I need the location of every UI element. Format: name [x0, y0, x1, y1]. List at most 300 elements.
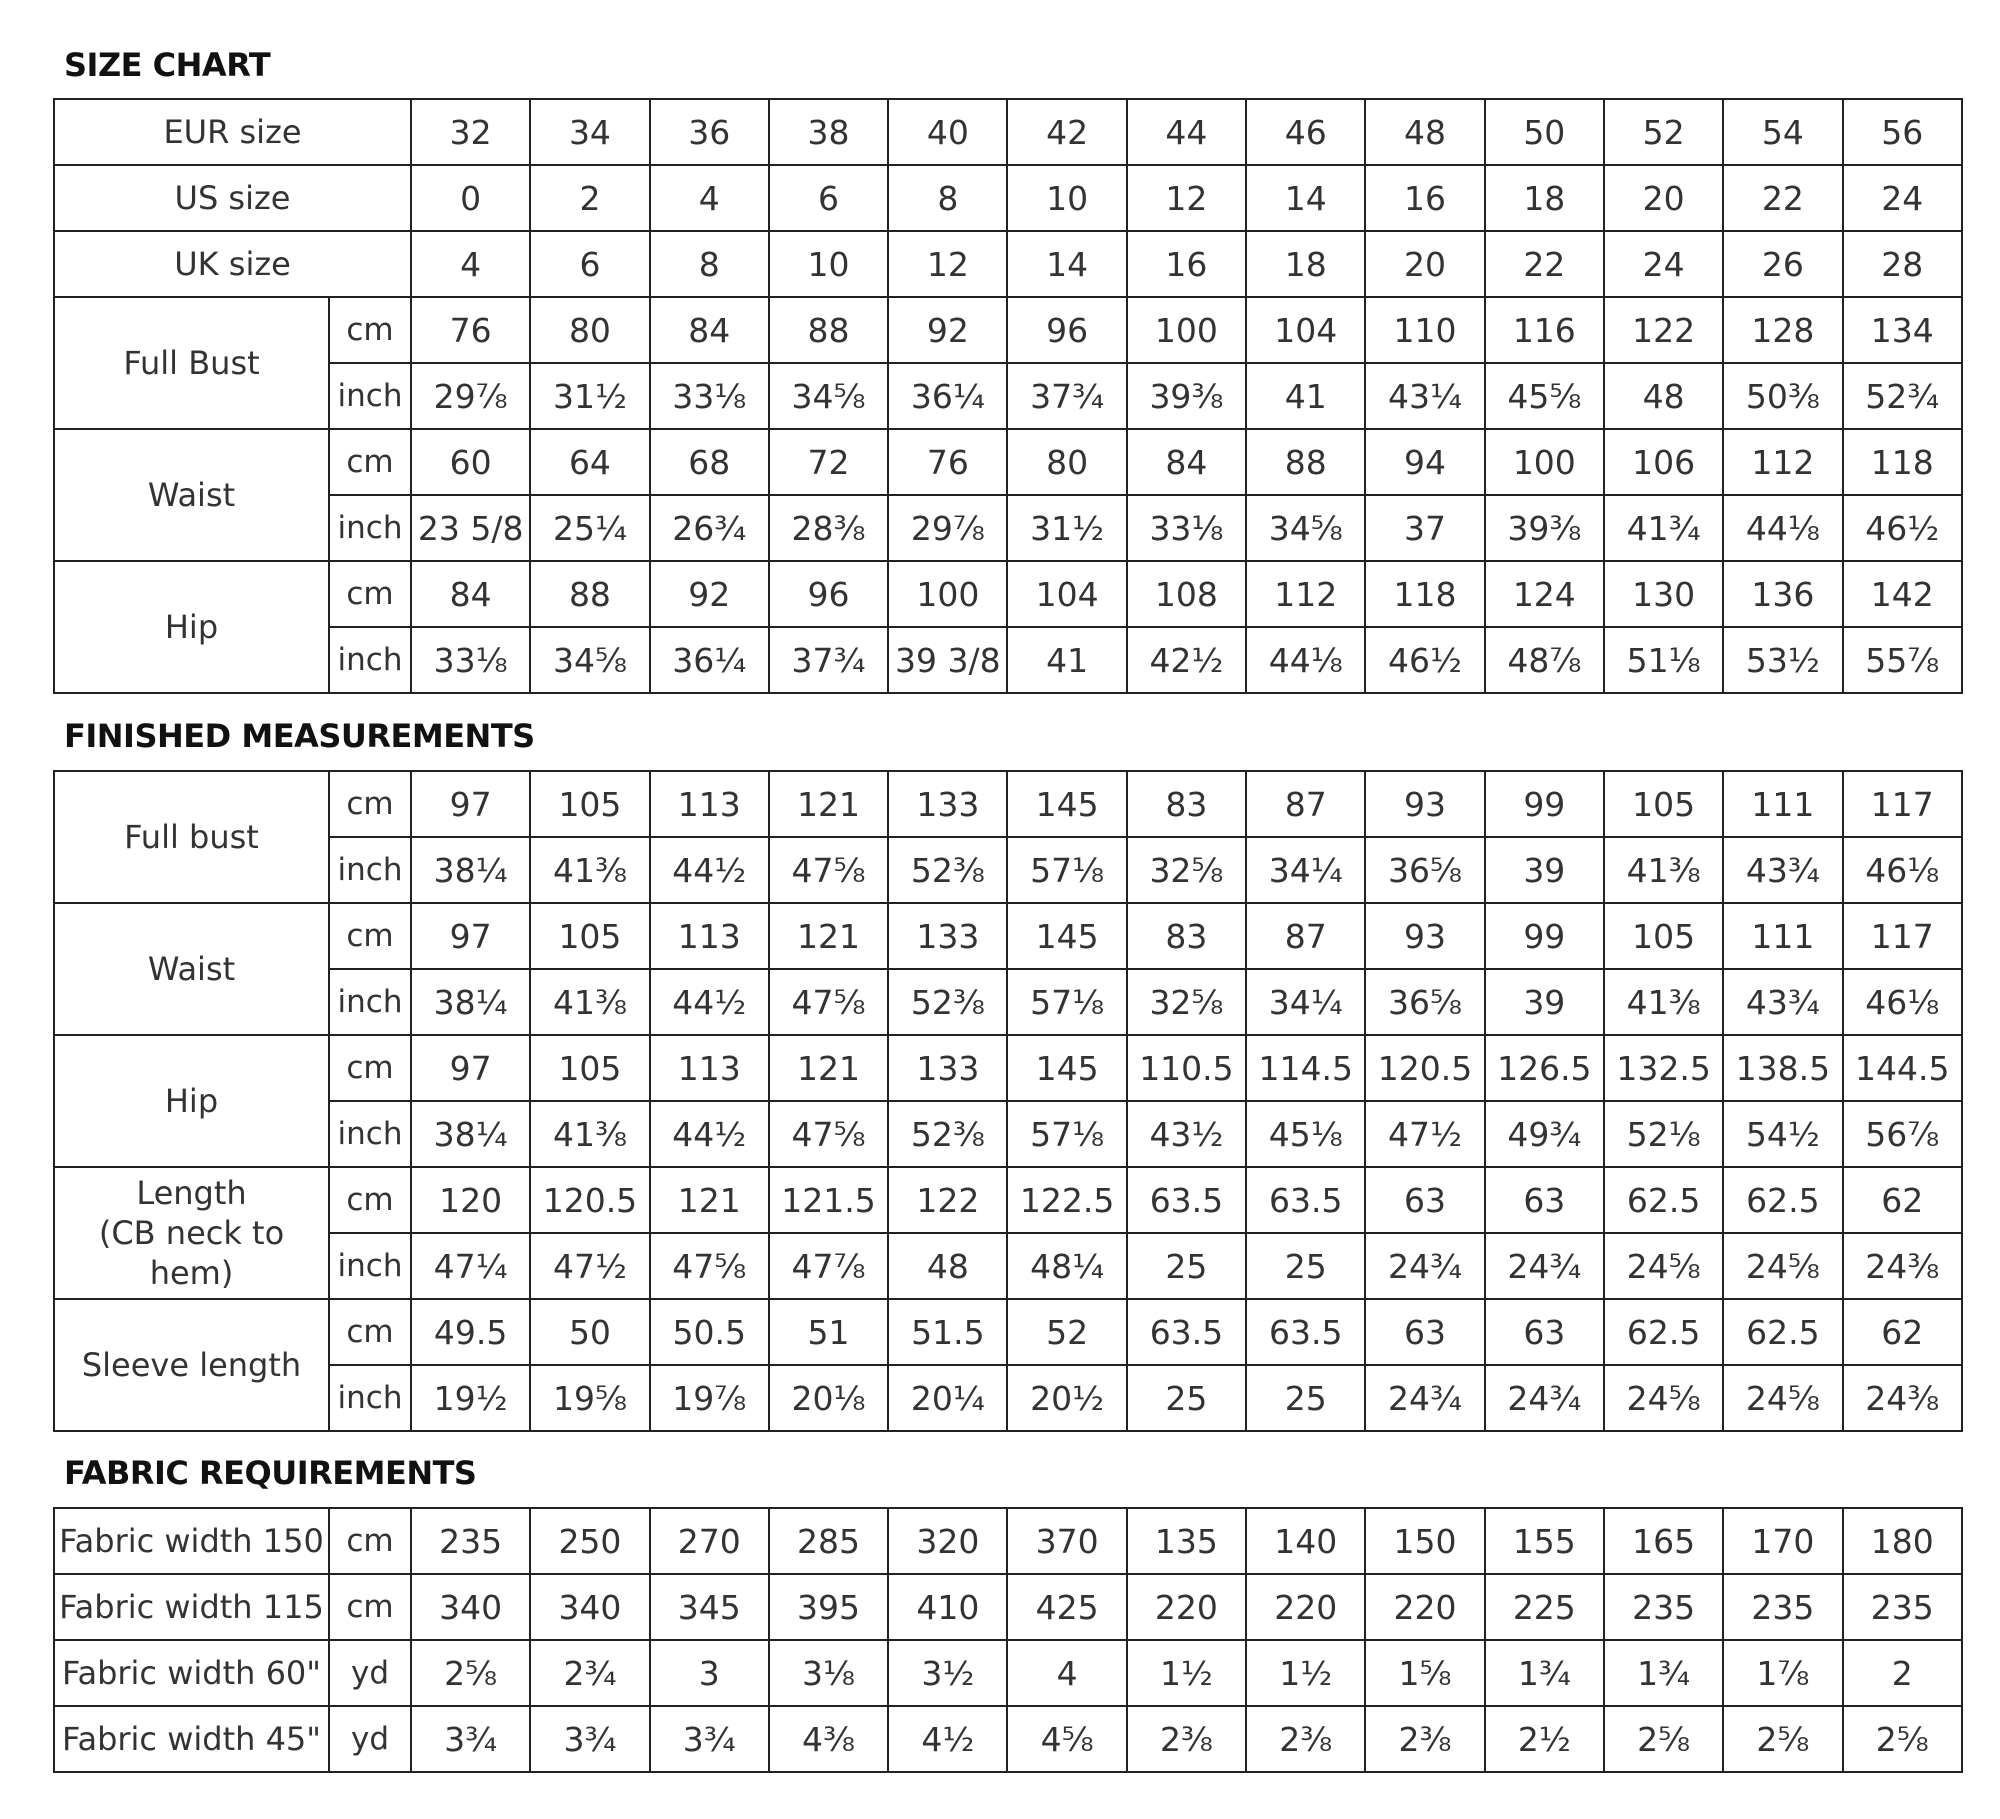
value-cell: 14	[1007, 231, 1126, 297]
value-cell: 41⅜	[530, 1101, 649, 1167]
value-cell: 44½	[650, 837, 769, 903]
value-cell: 110.5	[1127, 1035, 1246, 1101]
value-cell: 56	[1843, 99, 1962, 165]
value-cell: 105	[530, 1035, 649, 1101]
value-cell: 6	[769, 165, 888, 231]
unit-cell: inch	[329, 627, 411, 693]
value-cell: 36⅝	[1365, 837, 1484, 903]
value-cell: 63.5	[1127, 1167, 1246, 1233]
value-cell: 36¼	[888, 363, 1007, 429]
value-cell: 118	[1843, 429, 1962, 495]
unit-cell: cm	[329, 297, 411, 363]
value-cell: 6	[530, 231, 649, 297]
value-cell: 120.5	[1365, 1035, 1484, 1101]
value-cell: 1¾	[1485, 1640, 1604, 1706]
unit-cell: cm	[329, 1035, 411, 1101]
table-row	[54, 903, 1962, 969]
unit-cell: inch	[329, 1365, 411, 1431]
value-cell: 93	[1365, 771, 1484, 837]
measurement-label-text: Length	[136, 1174, 247, 1212]
value-cell: 43¾	[1723, 837, 1842, 903]
measurement-label-text: Full Bust	[123, 344, 260, 382]
value-cell: 28	[1843, 231, 1962, 297]
unit-cell: cm	[329, 561, 411, 627]
value-cell: 2⅜	[1365, 1706, 1484, 1772]
unit-cell: inch	[329, 1101, 411, 1167]
value-cell: 88	[1246, 429, 1365, 495]
value-cell: 133	[888, 771, 1007, 837]
value-cell: 99	[1485, 771, 1604, 837]
value-cell: 220	[1365, 1574, 1484, 1640]
value-cell: 45⅝	[1485, 363, 1604, 429]
value-cell: 14	[1246, 165, 1365, 231]
value-cell: 41	[1246, 363, 1365, 429]
value-cell: 50.5	[650, 1299, 769, 1365]
value-cell: 29⅞	[888, 495, 1007, 561]
value-cell: 41⅜	[530, 837, 649, 903]
value-cell: 118	[1365, 561, 1484, 627]
value-cell: 80	[1007, 429, 1126, 495]
value-cell: 128	[1723, 297, 1842, 363]
value-cell: 410	[888, 1574, 1007, 1640]
value-cell: 112	[1723, 429, 1842, 495]
value-cell: 1½	[1246, 1640, 1365, 1706]
value-cell: 41⅜	[1604, 969, 1723, 1035]
value-cell: 41¾	[1604, 495, 1723, 561]
measurement-label	[54, 903, 329, 1035]
value-cell: 39⅜	[1485, 495, 1604, 561]
value-cell: 120.5	[530, 1167, 649, 1233]
measurement-label	[54, 1167, 329, 1299]
unit-cell: inch	[329, 837, 411, 903]
value-cell: 62	[1843, 1167, 1962, 1233]
value-cell: 84	[1127, 429, 1246, 495]
value-cell: 34	[530, 99, 649, 165]
value-cell: 24¾	[1485, 1233, 1604, 1299]
value-cell: 3¾	[411, 1706, 530, 1772]
value-cell: 24¾	[1485, 1365, 1604, 1431]
value-cell: 31½	[1007, 495, 1126, 561]
value-cell: 220	[1246, 1574, 1365, 1640]
value-cell: 12	[888, 231, 1007, 297]
value-cell: 38	[769, 99, 888, 165]
value-cell: 92	[888, 297, 1007, 363]
value-cell: 34¼	[1246, 969, 1365, 1035]
value-cell: 104	[1007, 561, 1126, 627]
value-cell: 62.5	[1723, 1299, 1842, 1365]
value-cell: 47⅝	[769, 1101, 888, 1167]
value-cell: 33⅛	[411, 627, 530, 693]
value-cell: 55⅞	[1843, 627, 1962, 693]
table-row	[54, 837, 1962, 903]
measurement-label-text: Waist	[147, 950, 236, 988]
value-cell: 345	[650, 1574, 769, 1640]
value-cell: 80	[530, 297, 649, 363]
value-cell: 34⅝	[530, 627, 649, 693]
value-cell: 340	[530, 1574, 649, 1640]
table-row	[54, 1233, 1962, 1299]
value-cell: 121	[769, 771, 888, 837]
value-cell: 23 5/8	[411, 495, 530, 561]
value-cell: 124	[1485, 561, 1604, 627]
value-cell: 52¾	[1843, 363, 1962, 429]
value-cell: 52	[1604, 99, 1723, 165]
value-cell: 3⅛	[769, 1640, 888, 1706]
value-cell: 24	[1604, 231, 1723, 297]
table-row	[54, 627, 1962, 693]
value-cell: 46⅛	[1843, 969, 1962, 1035]
value-cell: 105	[530, 903, 649, 969]
value-cell: 1¾	[1604, 1640, 1723, 1706]
value-cell: 4⅝	[1007, 1706, 1126, 1772]
value-cell: 24¾	[1365, 1233, 1484, 1299]
unit-cell: cm	[329, 1574, 411, 1640]
unit-cell: cm	[329, 1508, 411, 1574]
table-row	[54, 1508, 1962, 1574]
value-cell: 38¼	[411, 969, 530, 1035]
value-cell: 51.5	[888, 1299, 1007, 1365]
value-cell: 18	[1485, 165, 1604, 231]
value-cell: 2	[530, 165, 649, 231]
unit-cell: inch	[329, 969, 411, 1035]
value-cell: 142	[1843, 561, 1962, 627]
measurement-label	[54, 1299, 329, 1431]
value-cell: 16	[1365, 165, 1484, 231]
value-cell: 38¼	[411, 837, 530, 903]
value-cell: 3	[650, 1640, 769, 1706]
value-cell: 122	[888, 1167, 1007, 1233]
measurement-label-text: Full bust	[124, 818, 259, 856]
table-row	[54, 495, 1962, 561]
value-cell: 25	[1246, 1365, 1365, 1431]
value-cell: 96	[1007, 297, 1126, 363]
value-cell: 32	[411, 99, 530, 165]
value-cell: 145	[1007, 1035, 1126, 1101]
table-row	[54, 429, 1962, 495]
value-cell: 63.5	[1246, 1299, 1365, 1365]
value-cell: 4½	[888, 1706, 1007, 1772]
value-cell: 19½	[411, 1365, 530, 1431]
value-cell: 87	[1246, 903, 1365, 969]
value-cell: 36	[650, 99, 769, 165]
value-cell: 270	[650, 1508, 769, 1574]
value-cell: 62.5	[1723, 1167, 1842, 1233]
value-cell: 39	[1485, 969, 1604, 1035]
value-cell: 42½	[1127, 627, 1246, 693]
value-cell: 41⅜	[530, 969, 649, 1035]
value-cell: 135	[1127, 1508, 1246, 1574]
value-cell: 24⅝	[1723, 1365, 1842, 1431]
size-chart-heading: SIZE CHART	[64, 46, 271, 84]
value-cell: 105	[530, 771, 649, 837]
value-cell: 52⅜	[888, 837, 1007, 903]
value-cell: 150	[1365, 1508, 1484, 1574]
value-cell: 121	[650, 1167, 769, 1233]
table-row	[54, 1574, 1962, 1640]
table-row	[54, 1299, 1962, 1365]
value-cell: 62.5	[1604, 1167, 1723, 1233]
measurement-label	[54, 561, 329, 693]
value-cell: 250	[530, 1508, 649, 1574]
value-cell: 96	[769, 561, 888, 627]
fabric-width-label: Fabric width 115	[54, 1574, 329, 1640]
value-cell: 24⅜	[1843, 1365, 1962, 1431]
value-cell: 320	[888, 1508, 1007, 1574]
value-cell: 4	[650, 165, 769, 231]
value-cell: 100	[1127, 297, 1246, 363]
value-cell: 4	[411, 231, 530, 297]
value-cell: 43¾	[1723, 969, 1842, 1035]
value-cell: 76	[888, 429, 1007, 495]
value-cell: 3¾	[650, 1706, 769, 1772]
value-cell: 52⅛	[1604, 1101, 1723, 1167]
value-cell: 220	[1127, 1574, 1246, 1640]
value-cell: 26¾	[650, 495, 769, 561]
value-cell: 0	[411, 165, 530, 231]
value-cell: 41	[1007, 627, 1126, 693]
value-cell: 111	[1723, 771, 1842, 837]
value-cell: 48	[888, 1233, 1007, 1299]
value-cell: 10	[769, 231, 888, 297]
fabric-requirements-heading: FABRIC REQUIREMENTS	[64, 1454, 477, 1492]
value-cell: 50⅜	[1723, 363, 1842, 429]
size-system-label: US size	[54, 165, 411, 231]
table-row	[54, 1035, 1962, 1101]
value-cell: 25	[1127, 1365, 1246, 1431]
value-cell: 48	[1604, 363, 1723, 429]
value-cell: 370	[1007, 1508, 1126, 1574]
value-cell: 133	[888, 903, 1007, 969]
value-cell: 57⅛	[1007, 837, 1126, 903]
size-system-label: UK size	[54, 231, 411, 297]
value-cell: 122.5	[1007, 1167, 1126, 1233]
value-cell: 2	[1843, 1640, 1962, 1706]
value-cell: 52	[1007, 1299, 1126, 1365]
value-cell: 25¼	[530, 495, 649, 561]
value-cell: 46	[1246, 99, 1365, 165]
value-cell: 83	[1127, 771, 1246, 837]
value-cell: 395	[769, 1574, 888, 1640]
value-cell: 136	[1723, 561, 1842, 627]
value-cell: 121.5	[769, 1167, 888, 1233]
value-cell: 94	[1365, 429, 1484, 495]
value-cell: 97	[411, 903, 530, 969]
value-cell: 180	[1843, 1508, 1962, 1574]
value-cell: 76	[411, 297, 530, 363]
value-cell: 47⅞	[769, 1233, 888, 1299]
value-cell: 63	[1485, 1299, 1604, 1365]
value-cell: 2⅝	[411, 1640, 530, 1706]
value-cell: 54½	[1723, 1101, 1842, 1167]
value-cell: 44⅛	[1246, 627, 1365, 693]
value-cell: 50	[530, 1299, 649, 1365]
value-cell: 87	[1246, 771, 1365, 837]
value-cell: 25	[1127, 1233, 1246, 1299]
value-cell: 2⅝	[1843, 1706, 1962, 1772]
value-cell: 97	[411, 1035, 530, 1101]
value-cell: 113	[650, 771, 769, 837]
value-cell: 47⅝	[769, 969, 888, 1035]
value-cell: 8	[888, 165, 1007, 231]
value-cell: 37¾	[1007, 363, 1126, 429]
value-cell: 36¼	[650, 627, 769, 693]
value-cell: 39⅜	[1127, 363, 1246, 429]
value-cell: 39	[1485, 837, 1604, 903]
value-cell: 24	[1843, 165, 1962, 231]
value-cell: 42	[1007, 99, 1126, 165]
value-cell: 113	[650, 1035, 769, 1101]
value-cell: 121	[769, 1035, 888, 1101]
unit-cell: cm	[329, 771, 411, 837]
value-cell: 26	[1723, 231, 1842, 297]
value-cell: 144.5	[1843, 1035, 1962, 1101]
value-cell: 100	[1485, 429, 1604, 495]
value-cell: 63	[1365, 1299, 1484, 1365]
value-cell: 114.5	[1246, 1035, 1365, 1101]
value-cell: 47¼	[411, 1233, 530, 1299]
value-cell: 44½	[650, 969, 769, 1035]
unit-cell: inch	[329, 495, 411, 561]
value-cell: 2½	[1485, 1706, 1604, 1772]
table-row	[54, 165, 1962, 231]
value-cell: 19⅝	[530, 1365, 649, 1431]
size-chart-table	[53, 98, 1963, 694]
value-cell: 2¾	[530, 1640, 649, 1706]
unit-cell: inch	[329, 1233, 411, 1299]
value-cell: 20⅛	[769, 1365, 888, 1431]
table-row	[54, 1167, 1962, 1233]
value-cell: 132.5	[1604, 1035, 1723, 1101]
value-cell: 121	[769, 903, 888, 969]
value-cell: 47½	[530, 1233, 649, 1299]
unit-cell: yd	[329, 1706, 411, 1772]
value-cell: 57⅛	[1007, 969, 1126, 1035]
value-cell: 57⅛	[1007, 1101, 1126, 1167]
value-cell: 24⅝	[1604, 1233, 1723, 1299]
value-cell: 235	[1723, 1574, 1842, 1640]
value-cell: 63.5	[1127, 1299, 1246, 1365]
measurement-sublabel-text: (CB neck to hem)	[98, 1214, 285, 1292]
value-cell: 22	[1723, 165, 1842, 231]
value-cell: 46⅛	[1843, 837, 1962, 903]
unit-cell: cm	[329, 1167, 411, 1233]
value-cell: 235	[1843, 1574, 1962, 1640]
value-cell: 8	[650, 231, 769, 297]
value-cell: 2⅜	[1246, 1706, 1365, 1772]
value-cell: 50	[1485, 99, 1604, 165]
value-cell: 48¼	[1007, 1233, 1126, 1299]
value-cell: 24¾	[1365, 1365, 1484, 1431]
value-cell: 155	[1485, 1508, 1604, 1574]
value-cell: 62	[1843, 1299, 1962, 1365]
measurement-label-text: Hip	[164, 1082, 219, 1120]
value-cell: 43½	[1127, 1101, 1246, 1167]
value-cell: 2⅝	[1723, 1706, 1842, 1772]
value-cell: 285	[769, 1508, 888, 1574]
table-row	[54, 1101, 1962, 1167]
value-cell: 44⅛	[1723, 495, 1842, 561]
measurement-label-text: Hip	[164, 608, 219, 646]
value-cell: 104	[1246, 297, 1365, 363]
table-row	[54, 1706, 1962, 1772]
finished-measurements-heading: FINISHED MEASUREMENTS	[64, 717, 535, 755]
value-cell: 165	[1604, 1508, 1723, 1574]
measurement-label	[54, 1035, 329, 1167]
value-cell: 113	[650, 903, 769, 969]
fabric-width-label: Fabric width 45"	[54, 1706, 329, 1772]
value-cell: 25	[1246, 1233, 1365, 1299]
value-cell: 53½	[1723, 627, 1842, 693]
value-cell: 20½	[1007, 1365, 1126, 1431]
value-cell: 48⅞	[1485, 627, 1604, 693]
value-cell: 63	[1365, 1167, 1484, 1233]
value-cell: 49¾	[1485, 1101, 1604, 1167]
value-cell: 99	[1485, 903, 1604, 969]
fabric-width-label: Fabric width 150	[54, 1508, 329, 1574]
value-cell: 19⅞	[650, 1365, 769, 1431]
value-cell: 20	[1365, 231, 1484, 297]
value-cell: 145	[1007, 903, 1126, 969]
value-cell: 100	[888, 561, 1007, 627]
value-cell: 235	[411, 1508, 530, 1574]
value-cell: 47½	[1365, 1101, 1484, 1167]
value-cell: 2⅝	[1604, 1706, 1723, 1772]
value-cell: 34⅝	[1246, 495, 1365, 561]
value-cell: 38¼	[411, 1101, 530, 1167]
value-cell: 134	[1843, 297, 1962, 363]
value-cell: 16	[1127, 231, 1246, 297]
value-cell: 20	[1604, 165, 1723, 231]
value-cell: 10	[1007, 165, 1126, 231]
table-row	[54, 231, 1962, 297]
value-cell: 51⅛	[1604, 627, 1723, 693]
value-cell: 33⅛	[650, 363, 769, 429]
value-cell: 108	[1127, 561, 1246, 627]
measurement-label	[54, 771, 329, 903]
value-cell: 49.5	[411, 1299, 530, 1365]
unit-cell: inch	[329, 363, 411, 429]
value-cell: 72	[769, 429, 888, 495]
value-cell: 62.5	[1604, 1299, 1723, 1365]
value-cell: 116	[1485, 297, 1604, 363]
value-cell: 46½	[1843, 495, 1962, 561]
value-cell: 225	[1485, 1574, 1604, 1640]
value-cell: 130	[1604, 561, 1723, 627]
value-cell: 12	[1127, 165, 1246, 231]
value-cell: 4⅜	[769, 1706, 888, 1772]
table-row	[54, 1365, 1962, 1431]
value-cell: 18	[1246, 231, 1365, 297]
value-cell: 32⅝	[1127, 837, 1246, 903]
value-cell: 1½	[1127, 1640, 1246, 1706]
measurement-label-text: Sleeve length	[81, 1346, 302, 1384]
fabric-requirements-table	[53, 1507, 1963, 1773]
table-row	[54, 969, 1962, 1035]
value-cell: 40	[888, 99, 1007, 165]
value-cell: 88	[769, 297, 888, 363]
value-cell: 41⅜	[1604, 837, 1723, 903]
value-cell: 111	[1723, 903, 1842, 969]
value-cell: 1⅞	[1723, 1640, 1842, 1706]
value-cell: 235	[1604, 1574, 1723, 1640]
value-cell: 4	[1007, 1640, 1126, 1706]
value-cell: 44½	[650, 1101, 769, 1167]
value-cell: 52⅜	[888, 969, 1007, 1035]
value-cell: 20¼	[888, 1365, 1007, 1431]
value-cell: 47⅝	[769, 837, 888, 903]
value-cell: 138.5	[1723, 1035, 1842, 1101]
value-cell: 3½	[888, 1640, 1007, 1706]
